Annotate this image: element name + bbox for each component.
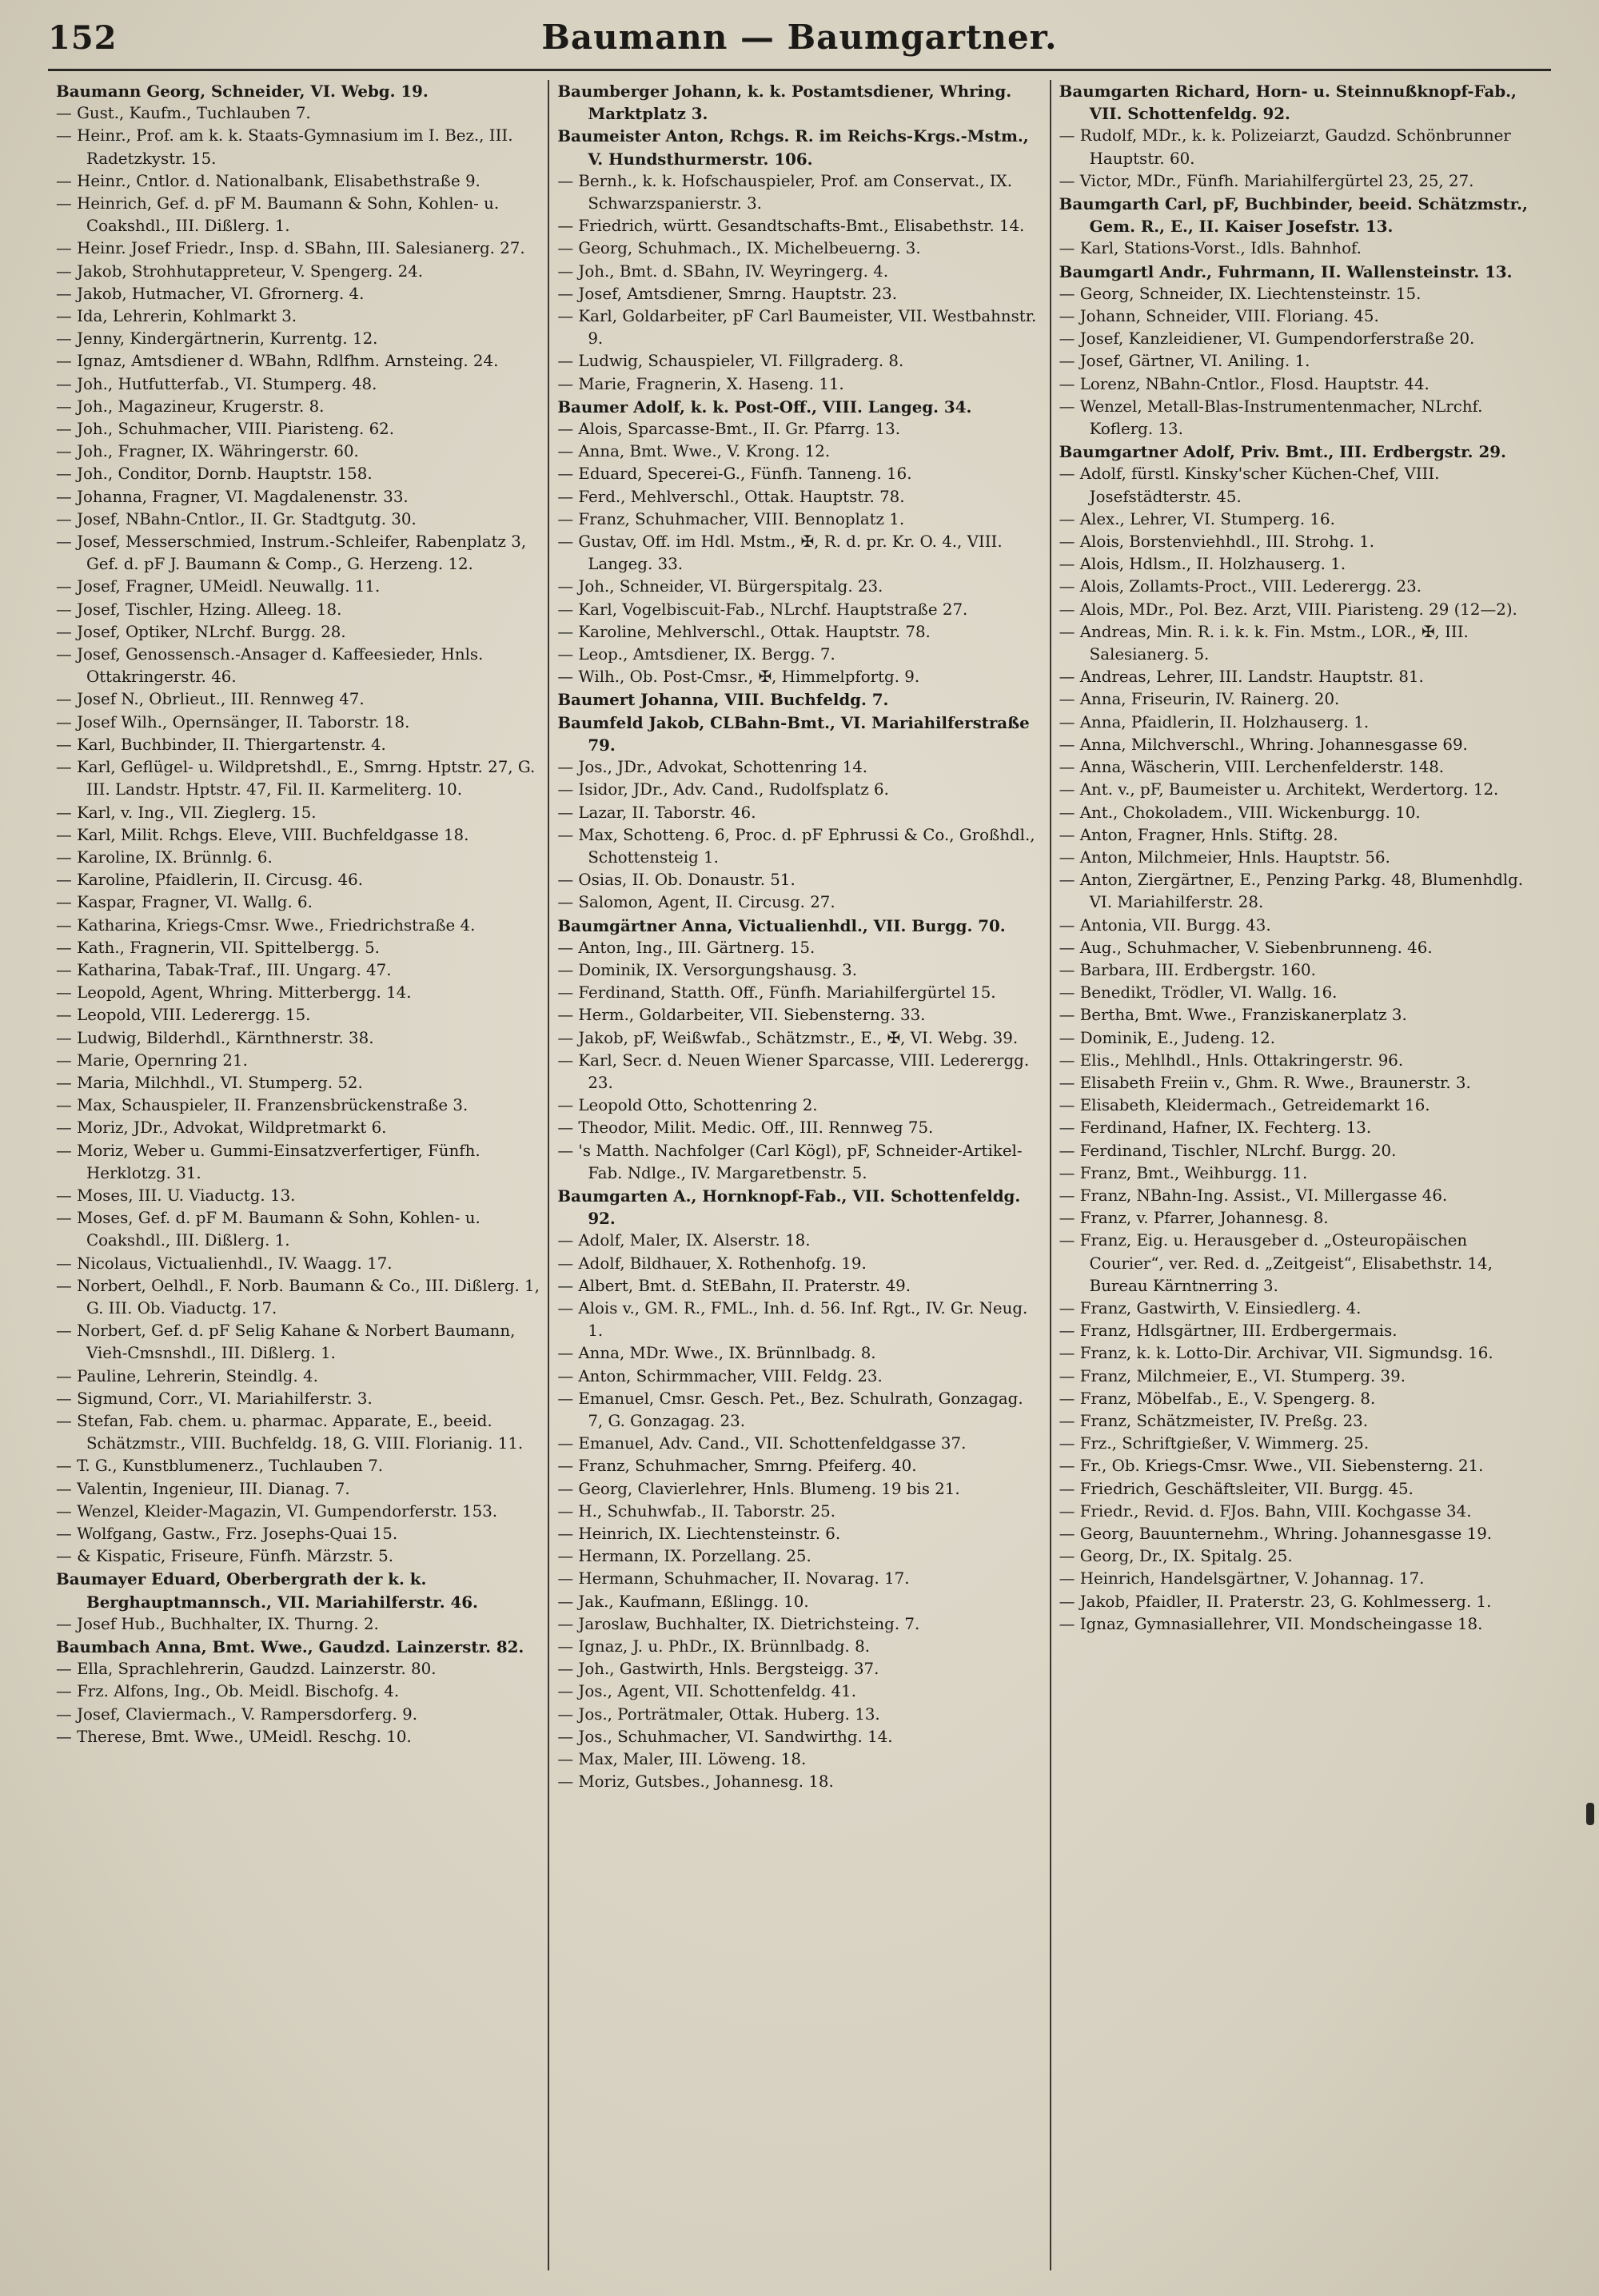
directory-entry: — Franz, Milchmeier, E., VI. Stumperg. 39. bbox=[1059, 1366, 1406, 1385]
directory-entry: — Emanuel, Cmsr. Gesch. Pet., Bez. Schulrath, Gonzagag. 7, G. Gonzagag. 23. bbox=[557, 1389, 1023, 1430]
directory-entry: — Ant., Chokoladem., VIII. Wickenburgg. 10. bbox=[1059, 803, 1421, 822]
directory-entry: — Heinrich, Gef. d. pF M. Baumann & Sohn, Kohlen- u. Coakshdl., III. Dißlerg. 1. bbox=[56, 194, 500, 236]
directory-entry: — Jos., JDr., Advokat, Schottenring 14. bbox=[557, 758, 868, 777]
directory-entry: — Joh., Schneider, VI. Bürgerspitalg. 23. bbox=[557, 577, 883, 596]
directory-entry: — Lazar, II. Taborstr. 46. bbox=[557, 803, 756, 822]
directory-entry: — Isidor, JDr., Adv. Cand., Rudolfsplatz 6. bbox=[557, 780, 889, 799]
directory-entry-surname-head: Baumert Johanna, VIII. Buchfeldg. 7. bbox=[557, 690, 889, 710]
directory-entry: — Johanna, Fragner, VI. Magdalenenstr. 33. bbox=[56, 487, 409, 506]
directory-entry: — Jos., Porträtmaler, Ottak. Huberg. 13. bbox=[557, 1704, 880, 1724]
directory-entry: — Emanuel, Adv. Cand., VII. Schottenfeldgasse 37. bbox=[557, 1434, 967, 1453]
directory-entry: — Moses, Gef. d. pF M. Baumann & Sohn, Kohlen- u. Coakshdl., III. Dißlerg. 1. bbox=[56, 1209, 480, 1250]
directory-entry: — T. G., Kunstblumenerz., Tuchlauben 7. bbox=[56, 1457, 384, 1476]
directory-entry: — Anton, Milchmeier, Hnls. Hauptstr. 56. bbox=[1059, 847, 1390, 867]
directory-entry: — Hermann, Schuhmacher, II. Novarag. 17. bbox=[557, 1569, 910, 1588]
directory-entry-surname-head: Baumgarten A., Hornknopf-Fab., VII. Schottenfeldg. 92. bbox=[557, 1186, 1021, 1229]
directory-entry: — Ida, Lehrerin, Kohlmarkt 3. bbox=[56, 307, 297, 326]
directory-entry: — Herm., Goldarbeiter, VII. Siebensterng. 33. bbox=[557, 1006, 926, 1025]
directory-entry: — Karl, v. Ing., VII. Zieglerg. 15. bbox=[56, 803, 317, 822]
directory-entry: — Hermann, IX. Porzellang. 25. bbox=[557, 1547, 811, 1566]
directory-entry: — Josef, Genossensch.-Ansager d. Kaffeesieder, Hnls. Ottakringerstr. 46. bbox=[56, 645, 484, 687]
column-2 bbox=[548, 80, 1049, 2270]
directory-entry: — Moriz, JDr., Advokat, Wildpretmarkt 6. bbox=[56, 1118, 387, 1138]
directory-entry: — Alois v., GM. R., FML., Inh. d. 56. Inf. Rgt., IV. Gr. Neug. 1. bbox=[557, 1298, 1028, 1341]
directory-entry: — Ella, Sprachlehrerin, Gaudzd. Lainzerstr. 80. bbox=[56, 1660, 437, 1679]
directory-entry: — Anton, Schirmmacher, VIII. Feldg. 23. bbox=[557, 1366, 883, 1385]
directory-entry: — Heinr., Cntlor. d. Nationalbank, Elisabethstraße 9. bbox=[56, 171, 480, 190]
directory-entry: — Leopold Otto, Schottenring 2. bbox=[557, 1096, 818, 1115]
directory-entry: — Elisabeth Freiin v., Ghm. R. Wwe., Braunerstr. 3. bbox=[1059, 1073, 1471, 1092]
directory-entry: — Rudolf, MDr., k. k. Polizeiarzt, Gaudzd. Schönbrunner Hauptstr. 60. bbox=[1059, 126, 1511, 168]
directory-entry: — Antonia, VII. Burgg. 43. bbox=[1059, 915, 1271, 935]
directory-entry: — Nicolaus, Victualienhdl., IV. Waagg. 17. bbox=[56, 1254, 393, 1273]
directory-entry: — Karl, Secr. d. Neuen Wiener Sparcasse, VIII. Lederergg. 23. bbox=[557, 1050, 1030, 1092]
directory-entry: — Ferdinand, Tischler, NLrchf. Burgg. 20. bbox=[1059, 1141, 1397, 1160]
directory-entry: — Joh., Schuhmacher, VIII. Piaristeng. 62. bbox=[56, 420, 395, 439]
directory-entry-surname-head: Baumayer Eduard, Oberbergrath der k. k. Berghauptmannsch., VII. Mariahilferstr. 46. bbox=[56, 1569, 478, 1612]
directory-entry: — Josef, Amtsdiener, Smrng. Hauptstr. 23. bbox=[557, 284, 897, 303]
directory-entry: — Joh., Gastwirth, Hnls. Bergsteigg. 37. bbox=[557, 1660, 879, 1679]
directory-entry: — Norbert, Oelhdl., F. Norb. Baumann & Co., III. Dißlerg. 1, G. III. Ob. Viaductg. 17. bbox=[56, 1276, 540, 1317]
directory-entry: — Josef Hub., Buchhalter, IX. Thurng. 2. bbox=[56, 1614, 379, 1633]
directory-entry: — Wolfgang, Gastw., Frz. Josephs-Quai 15. bbox=[56, 1525, 398, 1543]
directory-entry: — Moriz, Gutsbes., Johannesg. 18. bbox=[557, 1772, 834, 1792]
directory-entry: — Joh., Fragner, IX. Währingerstr. 60. bbox=[56, 442, 359, 461]
directory-entry: — Dominik, IX. Versorgungshausg. 3. bbox=[557, 960, 857, 979]
directory-entry: — Georg, Schneider, IX. Liechtensteinstr. 15. bbox=[1059, 284, 1422, 303]
directory-entry: — Marie, Fragnerin, X. Haseng. 11. bbox=[557, 374, 844, 393]
directory-entry: — Joh., Conditor, Dornb. Hauptstr. 158. bbox=[56, 464, 373, 484]
directory-entry: — Katharina, Kriegs-Cmsr. Wwe., Friedrichstraße 4. bbox=[56, 915, 476, 935]
directory-entry: — Wenzel, Kleider-Magazin, VI. Gumpendorferstr. 153. bbox=[56, 1501, 498, 1521]
directory-entry: — Karl, Milit. Rchgs. Eleve, VIII. Buchfeldgasse 18. bbox=[56, 825, 469, 844]
directory-entry: — Franz, Möbelfab., E., V. Spengerg. 8. bbox=[1059, 1389, 1376, 1408]
directory-entry: — Leopold, Agent, Whring. Mitterbergg. 14. bbox=[56, 983, 412, 1003]
directory-entry: — Jos., Agent, VII. Schottenfeldg. 41. bbox=[557, 1682, 856, 1701]
directory-entry: — Ignaz, Amtsdiener d. WBahn, Rdlfhm. Arnsteing. 24. bbox=[56, 352, 499, 371]
directory-entry: — Ignaz, Gymnasiallehrer, VII. Mondscheingasse 18. bbox=[1059, 1614, 1483, 1633]
directory-entry: — Jakob, pF, Weißwfab., Schätzmstr., E., ✠, VI. Webg. 39. bbox=[557, 1028, 1019, 1047]
directory-entry: — Jenny, Kindergärtnerin, Kurrentg. 12. bbox=[56, 329, 378, 349]
directory-entry: — Barbara, III. Erdbergstr. 160. bbox=[1059, 960, 1316, 979]
directory-entry: — Frz. Alfons, Ing., Ob. Meidl. Bischofg. 4. bbox=[56, 1682, 400, 1701]
directory-entry: — Franz, v. Pfarrer, Johannesg. 8. bbox=[1059, 1209, 1329, 1228]
directory-entry: — Adolf, fürstl. Kinsky'scher Küchen-Chef, VIII. Josefstädterstr. 45. bbox=[1059, 464, 1440, 506]
directory-entry: — Katharina, Tabak-Traf., III. Ungarg. 47. bbox=[56, 960, 392, 979]
page-header bbox=[48, 14, 1551, 59]
directory-entry: — Ant. v., pF, Baumeister u. Architekt, Werdertorg. 12. bbox=[1059, 780, 1499, 799]
directory-entry: — Pauline, Lehrerin, Steindlg. 4. bbox=[56, 1366, 318, 1385]
directory-entry: — Joh., Hutfutterfab., VI. Stumperg. 48. bbox=[56, 374, 377, 393]
directory-entry: — Heinr., Prof. am k. k. Staats-Gymnasium im I. Bez., III. Radetzkystr. 15. bbox=[56, 126, 513, 168]
directory-entry: — Benedikt, Trödler, VI. Wallg. 16. bbox=[1059, 983, 1338, 1003]
directory-entry: — Theodor, Milit. Medic. Off., III. Rennweg 75. bbox=[557, 1118, 934, 1138]
directory-entry: — Franz, Schätzmeister, IV. Preßg. 23. bbox=[1059, 1411, 1369, 1430]
directory-entry: — Victor, MDr., Fünfh. Mariahilfergürtel 23, 25, 27. bbox=[1059, 171, 1474, 190]
directory-entry-surname-head: Baumgartner Adolf, Priv. Bmt., III. Erdbergstr. 29. bbox=[1059, 442, 1506, 462]
directory-entry: — Elis., Mehlhdl., Hnls. Ottakringerstr. 96. bbox=[1059, 1050, 1404, 1070]
directory-entry: — Friedr., Revid. d. FJos. Bahn, VIII. Kochgasse 34. bbox=[1059, 1501, 1472, 1521]
directory-entry: — Karl, Stations-Vorst., Idls. Bahnhof. bbox=[1059, 239, 1362, 258]
directory-entry: — Ignaz, J. u. PhDr., IX. Brünnlbadg. 8. bbox=[557, 1637, 870, 1656]
directory-entry: — Adolf, Maler, IX. Alserstr. 18. bbox=[557, 1231, 811, 1250]
directory-entry: — Franz, Gastwirth, V. Einsiedlerg. 4. bbox=[1059, 1298, 1362, 1317]
directory-entry: — Heinrich, Handelsgärtner, V. Johannag. 17. bbox=[1059, 1569, 1425, 1588]
directory-entry: — Friedrich, Geschäftsleiter, VII. Burgg. 45. bbox=[1059, 1479, 1414, 1498]
directory-entry: — Elisabeth, Kleidermach., Getreidemarkt 16. bbox=[1059, 1096, 1430, 1115]
directory-entry: — Max, Maler, III. Löweng. 18. bbox=[557, 1750, 807, 1769]
directory-entry: — H., Schuhwfab., II. Taborstr. 25. bbox=[557, 1501, 836, 1521]
directory-entry-surname-head: Baumgartl Andr., Fuhrmann, II. Wallensteinstr. 13. bbox=[1059, 261, 1513, 281]
directory-entry: — Salomon, Agent, II. Circusg. 27. bbox=[557, 893, 835, 912]
directory-entry: — Moses, III. U. Viaductg. 13. bbox=[56, 1186, 296, 1205]
directory-entry: — Frz., Schriftgießer, V. Wimmerg. 25. bbox=[1059, 1434, 1370, 1453]
directory-entry: — Josef, NBahn-Cntlor., II. Gr. Stadtgutg. 30. bbox=[56, 509, 417, 528]
directory-entry: — Franz, k. k. Lotto-Dir. Archivar, VII. Sigmundsg. 16. bbox=[1059, 1344, 1493, 1363]
directory-entry: — Valentin, Ingenieur, III. Dianag. 7. bbox=[56, 1479, 350, 1498]
directory-entry: — Andreas, Lehrer, III. Landstr. Hauptstr. 81. bbox=[1059, 668, 1424, 687]
directory-entry-surname-head: Baumeister Anton, Rchgs. R. im Reichs-Krgs.-Mstm., V. Hundsthurmerstr. 106. bbox=[557, 126, 1029, 169]
directory-entry: — Anton, Ziergärtner, E., Penzing Parkg. 48, Blumenhdlg. VI. Mariahilferstr. 28. bbox=[1059, 871, 1524, 912]
directory-entry: — Kaspar, Fragner, VI. Wallg. 6. bbox=[56, 893, 313, 912]
directory-entry: — Alex., Lehrer, VI. Stumperg. 16. bbox=[1059, 509, 1335, 528]
directory-entry: — Karoline, Pfaidlerin, II. Circusg. 46. bbox=[56, 871, 364, 890]
directory-entry: — Franz, Bmt., Weihburgg. 11. bbox=[1059, 1163, 1308, 1182]
directory-entry: — Franz, Hdlsgärtner, III. Erdbergermais. bbox=[1059, 1321, 1398, 1341]
directory-entry: — Ferdinand, Hafner, IX. Fechterg. 13. bbox=[1059, 1118, 1372, 1138]
directory-entry: — Ludwig, Schauspieler, VI. Fillgraderg. 8. bbox=[557, 352, 904, 371]
directory-entry: — Jos., Schuhmacher, VI. Sandwirthg. 14. bbox=[557, 1727, 893, 1746]
directory-entry: — Karl, Buchbinder, II. Thiergartenstr. 4. bbox=[56, 735, 386, 754]
directory-entry: — Sigmund, Corr., VI. Mariahilferstr. 3. bbox=[56, 1389, 373, 1408]
directory-entry: — Joh., Bmt. d. SBahn, IV. Weyringerg. 4. bbox=[557, 261, 889, 281]
directory-columns bbox=[48, 80, 1551, 2270]
directory-entry: — Adolf, Bildhauer, X. Rothenhofg. 19. bbox=[557, 1254, 867, 1273]
page-edge-mark bbox=[1586, 1803, 1594, 1825]
column-3 bbox=[1050, 80, 1551, 2270]
column-1 bbox=[48, 80, 548, 2270]
directory-entry: — Albert, Bmt. d. StEBahn, II. Praterstr. 49. bbox=[557, 1276, 911, 1295]
directory-entry: — Franz, Schuhmacher, Smrng. Pfeiferg. 40. bbox=[557, 1457, 917, 1476]
directory-entry: — Georg, Bauunternehm., Whring. Johannesgasse 19. bbox=[1059, 1525, 1493, 1543]
directory-entry: — Alois, Zollamts-Proct., VIII. Lederergg. 23. bbox=[1059, 577, 1422, 596]
directory-entry: — Leop., Amtsdiener, IX. Bergg. 7. bbox=[557, 645, 835, 664]
directory-entry: — Ludwig, Bilderhdl., Kärnthnerstr. 38. bbox=[56, 1028, 374, 1047]
directory-entry: — Joh., Magazineur, Krugerstr. 8. bbox=[56, 397, 325, 416]
directory-entry: — Josef, Optiker, NLrchf. Burgg. 28. bbox=[56, 622, 346, 641]
directory-entry-surname-head: Baumgärtner Anna, Victualienhdl., VII. Burgg. 70. bbox=[557, 915, 1006, 935]
directory-entry: — Lorenz, NBahn-Cntlor., Flosd. Hauptstr. 44. bbox=[1059, 374, 1430, 393]
directory-entry: — Jaroslaw, Buchhalter, IX. Dietrichsteing. 7. bbox=[557, 1614, 920, 1633]
directory-entry: — Marie, Opernring 21. bbox=[56, 1050, 248, 1070]
directory-entry: — Josef, Kanzleidiener, VI. Gumpendorferstraße 20. bbox=[1059, 329, 1475, 349]
directory-entry: — Norbert, Gef. d. pF Selig Kahane & Norbert Baumann, Vieh-Cmsnshdl., III. Dißlerg. 1. bbox=[56, 1321, 516, 1363]
directory-entry: — Maria, Milchhdl., VI. Stumperg. 52. bbox=[56, 1073, 363, 1092]
directory-entry: — Anna, Wäscherin, VIII. Lerchenfelderstr. 148. bbox=[1059, 758, 1445, 777]
directory-entry: — Anton, Ing., III. Gärtnerg. 15. bbox=[557, 938, 815, 957]
directory-entry: — Gustav, Off. im Hdl. Mstm., ✠, R. d. pr. Kr. O. 4., VIII. Langeg. 33. bbox=[557, 532, 1003, 574]
directory-entry: — Osias, II. Ob. Donaustr. 51. bbox=[557, 871, 796, 890]
directory-entry: — Max, Schotteng. 6, Proc. d. pF Ephrussi & Co., Großhdl., Schottensteig 1. bbox=[557, 825, 1035, 867]
directory-entry: — Fr., Ob. Kriegs-Cmsr. Wwe., VII. Siebensterng. 21. bbox=[1059, 1457, 1484, 1476]
directory-entry: — Josef N., Obrlieut., III. Rennweg 47. bbox=[56, 690, 365, 709]
directory-entry-surname-head: Baumer Adolf, k. k. Post-Off., VIII. Langeg. 34. bbox=[557, 397, 972, 417]
directory-entry: — Moriz, Weber u. Gummi-Einsatzverfertiger, Fünfh. Herklotzg. 31. bbox=[56, 1141, 480, 1182]
directory-entry: — Wilh., Ob. Post-Cmsr., ✠, Himmelpfortg. 9. bbox=[557, 668, 920, 687]
directory-entry: — Franz, Schuhmacher, VIII. Bennoplatz 1. bbox=[557, 509, 905, 528]
page-number: 152 bbox=[48, 19, 118, 57]
directory-entry: — Stefan, Fab. chem. u. pharmac. Apparate, E., beeid. Schätzmstr., VIII. Buchfeldg. 18, G. VIII. Florianig. 11. bbox=[56, 1411, 524, 1453]
directory-entry-surname-head: Baumfeld Jakob, CLBahn-Bmt., VI. Mariahilferstraße 79. bbox=[557, 712, 1030, 755]
directory-entry: — Josef Wilh., Opernsänger, II. Taborstr. 18. bbox=[56, 712, 410, 731]
directory-entry: — Anna, Bmt. Wwe., V. Krong. 12. bbox=[557, 442, 831, 461]
directory-entry: — Leopold, VIII. Lederergg. 15. bbox=[56, 1006, 311, 1025]
directory-entry: — Aug., Schuhmacher, V. Siebenbrunneng. 46. bbox=[1059, 938, 1433, 957]
directory-entry: — Dominik, E., Judeng. 12. bbox=[1059, 1028, 1275, 1047]
directory-entry: — Andreas, Min. R. i. k. k. Fin. Mstm., LOR., ✠, III. Salesianerg. 5. bbox=[1059, 622, 1469, 664]
directory-entry-surname-head: Baumberger Johann, k. k. Postamtsdiener, Whring. Marktplatz 3. bbox=[557, 82, 1012, 124]
directory-entry: — Alois, Hdlsm., II. Holzhauserg. 1. bbox=[1059, 555, 1346, 574]
directory-entry: — Josef, Tischler, Hzing. Alleeg. 18. bbox=[56, 600, 342, 619]
directory-entry: — Wenzel, Metall-Blas-Instrumentenmacher, NLrchf. Koflerg. 13. bbox=[1059, 397, 1483, 439]
header-rule bbox=[48, 69, 1551, 71]
directory-entry: — Kath., Fragnerin, VII. Spittelbergg. 5. bbox=[56, 938, 380, 957]
directory-entry: — Franz, NBahn-Ing. Assist., VI. Millergasse 46. bbox=[1059, 1186, 1448, 1205]
directory-entry: — Gust., Kaufm., Tuchlauben 7. bbox=[56, 104, 311, 123]
directory-entry: — Anna, Pfaidlerin, II. Holzhauserg. 1. bbox=[1059, 712, 1370, 731]
directory-entry: — Josef, Gärtner, VI. Aniling. 1. bbox=[1059, 352, 1310, 371]
directory-entry: — Karl, Geflügel- u. Wildpretshdl., E., Smrng. Hptstr. 27, G. III. Landstr. Hptstr. 47, Fil. II. Karmeliterg. 10. bbox=[56, 758, 536, 799]
directory-entry: — Franz, Eig. u. Herausgeber d. „Osteuropäischen Courier“, ver. Red. d. „Zeitgeist“, Elisabethstr. 14, Bureau Kärntnerring 3. bbox=[1059, 1231, 1493, 1295]
directory-entry: — Alois, Borstenviehhdl., III. Strohg. 1. bbox=[1059, 532, 1375, 552]
directory-entry: — Josef, Claviermach., V. Rampersdorferg. 9. bbox=[56, 1704, 418, 1724]
directory-entry: — Heinrich, IX. Liechtensteinstr. 6. bbox=[557, 1525, 841, 1543]
directory-entry: — Ferd., Mehlverschl., Ottak. Hauptstr. 78. bbox=[557, 487, 905, 506]
directory-entry: — Georg, Dr., IX. Spitalg. 25. bbox=[1059, 1547, 1293, 1566]
directory-entry: — Alois, MDr., Pol. Bez. Arzt, VIII. Piaristeng. 29 (12—2). bbox=[1059, 600, 1517, 619]
directory-entry: — Jak., Kaufmann, Eßlingg. 10. bbox=[557, 1592, 809, 1611]
directory-entry-surname-head: Baumbach Anna, Bmt. Wwe., Gaudzd. Lainzerstr. 82. bbox=[56, 1637, 524, 1657]
directory-entry: — Therese, Bmt. Wwe., UMeidl. Reschg. 10. bbox=[56, 1727, 412, 1746]
directory-entry: — Karl, Vogelbiscuit-Fab., NLrchf. Hauptstraße 27. bbox=[557, 600, 968, 619]
directory-entry-surname-head: Baumgarth Carl, pF, Buchbinder, beeid. Schätzmstr., Gem. R., E., II. Kaiser Josefstr. 13. bbox=[1059, 194, 1528, 237]
page-title: Baumann — Baumgartner. bbox=[541, 18, 1058, 57]
directory-entry: — Karoline, IX. Brünnlg. 6. bbox=[56, 847, 273, 867]
directory-entry: — Josef, Fragner, UMeidl. Neuwallg. 11. bbox=[56, 577, 381, 596]
directory-entry: — Anna, Milchverschl., Whring. Johannesgasse 69. bbox=[1059, 735, 1468, 754]
directory-entry: — Jakob, Pfaidler, II. Praterstr. 23, G. Kohlmesserg. 1. bbox=[1059, 1592, 1492, 1611]
directory-entry-surname-head: Baumann Georg, Schneider, VI. Webg. 19. bbox=[56, 82, 429, 101]
directory-entry: — 's Matth. Nachfolger (Carl Kögl), pF, Schneider-Artikel-Fab. Ndlge., IV. Margaretbenstr. 5. bbox=[557, 1141, 1023, 1182]
directory-entry: — Johann, Schneider, VIII. Floriang. 45. bbox=[1059, 307, 1379, 326]
directory-entry: — Eduard, Specerei-G., Fünfh. Tanneng. 16. bbox=[557, 464, 912, 484]
directory-entry: — Max, Schauspieler, II. Franzensbrückenstraße 3. bbox=[56, 1096, 469, 1115]
directory-entry: — Ferdinand, Statth. Off., Fünfh. Mariahilfergürtel 15. bbox=[557, 983, 996, 1003]
directory-entry: — Bertha, Bmt. Wwe., Franziskanerplatz 3. bbox=[1059, 1006, 1407, 1025]
directory-entry: — Jakob, Strohhutappreteur, V. Spengerg. 24. bbox=[56, 261, 424, 281]
directory-entry: — Karoline, Mehlverschl., Ottak. Hauptstr. 78. bbox=[557, 622, 931, 641]
directory-entry: — Bernh., k. k. Hofschauspieler, Prof. am Conservat., IX. Schwarzspanierstr. 3. bbox=[557, 171, 1013, 213]
directory-entry: — Anna, Friseurin, IV. Rainerg. 20. bbox=[1059, 690, 1340, 709]
directory-entry: — Georg, Schuhmach., IX. Michelbeuerng. 3. bbox=[557, 239, 921, 258]
directory-entry: — Anna, MDr. Wwe., IX. Brünnlbadg. 8. bbox=[557, 1344, 876, 1363]
directory-entry: — Heinr. Josef Friedr., Insp. d. SBahn, III. Salesianerg. 27. bbox=[56, 239, 525, 258]
directory-entry-surname-head: Baumgarten Richard, Horn- u. Steinnußknopf-Fab., VII. Schottenfeldg. 92. bbox=[1059, 82, 1517, 124]
directory-entry: — & Kispatic, Friseure, Fünfh. Märzstr. 5. bbox=[56, 1547, 394, 1566]
directory-entry: — Friedrich, württ. Gesandtschafts-Bmt., Elisabethstr. 14. bbox=[557, 217, 1025, 236]
directory-entry: — Jakob, Hutmacher, VI. Gfrornerg. 4. bbox=[56, 284, 365, 303]
directory-entry: — Karl, Goldarbeiter, pF Carl Baumeister, VII. Westbahnstr. 9. bbox=[557, 307, 1037, 349]
directory-entry: — Georg, Clavierlehrer, Hnls. Blumeng. 19 bis 21. bbox=[557, 1479, 960, 1498]
directory-entry: — Josef, Messerschmied, Instrum.-Schleifer, Rabenplatz 3, Gef. d. pF J. Baumann & Comp., G. Herzeng. 12. bbox=[56, 532, 527, 574]
directory-entry: — Alois, Sparcasse-Bmt., II. Gr. Pfarrg. 13. bbox=[557, 420, 901, 439]
directory-entry: — Anton, Fragner, Hnls. Stiftg. 28. bbox=[1059, 825, 1338, 844]
